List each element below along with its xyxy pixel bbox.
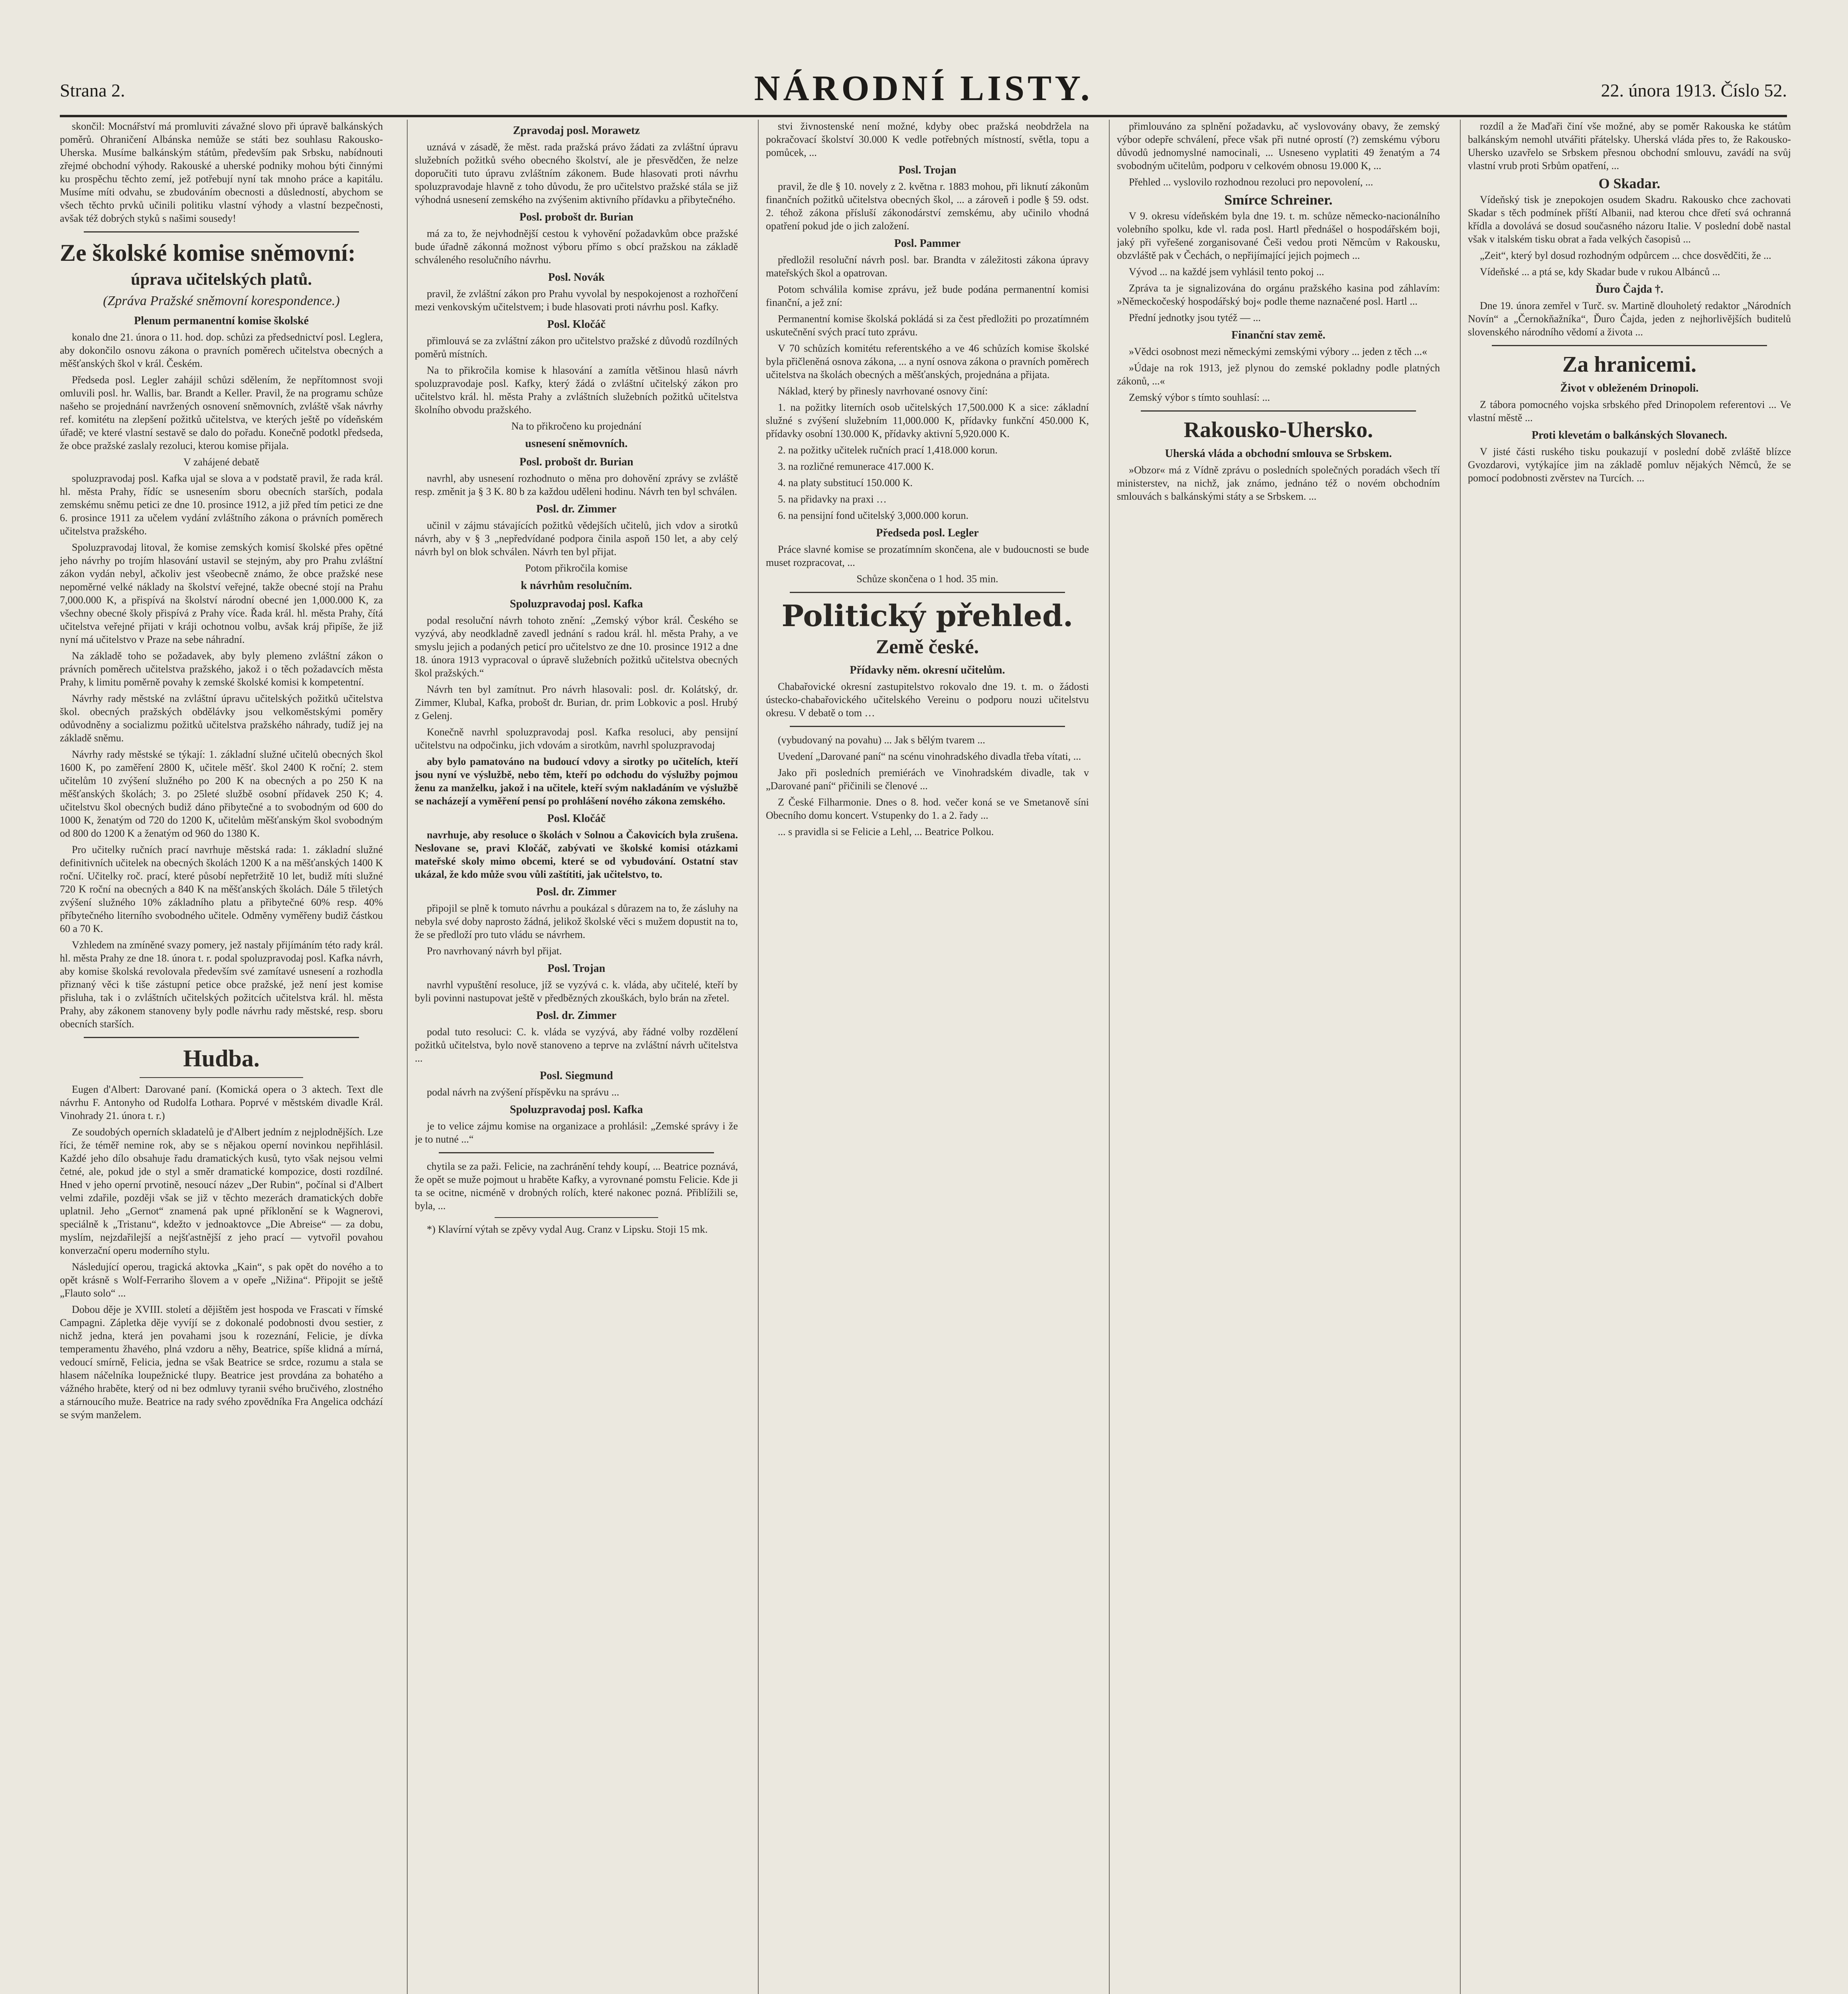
section-divider xyxy=(790,592,1065,593)
speaker-title: Posl. Trojan xyxy=(898,164,957,176)
section-title: usnesení sněmovních. xyxy=(525,437,628,450)
section-divider xyxy=(439,1152,714,1153)
article-text: Na to přikročila komise k hlasování a zamítla většinou hlasů návrh spoluzpravodaje posl. Kafky, který žádá o zvláštní učitelský zákon pro učitelstvo král. hl. města Prahy a zvláštních služebních požitků učitelstva školního obvodu pražského. xyxy=(415,365,738,416)
speaker-title: Posl. Kločáč xyxy=(547,812,606,825)
column-divider xyxy=(1109,120,1110,1994)
article-text: »Vědci osobnost mezi německými zemskými výbory ... jeden z těch ...« xyxy=(1129,346,1428,357)
article-text: předložil resoluční návrh posl. bar. Brandta v záležitosti zákona úpravy mateřských škol a opatrovan. xyxy=(766,254,1089,279)
article-text: pravil, že dle § 10. novely z 2. května r. 1883 mohou, při liknutí zákonům finančních požitků učitelstva obecných škol, ... a zároveň i podle § 59. odst. 2. téhož zákona přísluší zákonodárství zemskému, aby učinilo vhodná opatření pokud jde o jich založení. xyxy=(766,181,1089,232)
article-text: Spoluzpravodaj litoval, že komise zemských komisí školské přes opětné jeho návrhy po trojím hlasování ustavil se stejným, aby pro Prahu zvláštní zákon vydán nebyl, ačkoliv jest všeobecně známo, že obce pražské nese nepoměrné velké náklady na školství veřejné, takže obecné stojí na Prahu 7,000.000 K, a přispívá na školství národní obecné jen 1,000.000 K, za všechny obecné školy přispívá z Prahy více. Řada král. hl. města Prahy, čítá učitelstva veřejné přijati v kráji ochotnou volbu, avšak kráj připíše, že již nyní má učitelstvo v Praze na sebe náhradní. xyxy=(60,542,383,645)
article-text: V 70 schůzích komitétu referentského a ve 46 schůzích komise školské byla přičleněná osnova zákona, ... a nyní osnova zákona o pravních poměrech učitelstva na školách obecných a měšťanských, projednána a přijata. xyxy=(766,343,1089,380)
article-text: Na základě toho se požadavek, aby byly plemeno zvláštní zákon o právních poměrech učitelstva pražského, jakož i o těch požadavcích města Prahy, k limitu poměrně povahy k zemské školské komisi k kompetentní. xyxy=(60,650,383,688)
article-text: přimlouváno za splnění požadavku, ač vyslovovány obavy, že zemský výbor odepře schválení, přece však při nutné oprostí (?) zemskému výboru důvodů jednomyslné namocinali, ... Usneseno vyplatiti 49 ženatým a 74 svobodným učitelům, podporu v celkovém obnosu 19.000 K, ... xyxy=(1117,120,1440,171)
article-text: Následující operou, tragická aktovka „Kain“, s pak opět do nového a to opět krásně s Wolf-Ferrariho šlovem a v opeře „Nižina“. Připojit se ještě „Flauto solo“ ... xyxy=(60,1261,383,1299)
article-text: uznává v zásadě, že měst. rada pražská právo žádati za zvláštní úpravu služebních požitků svého obecného školství, ale je přesvědčen, že nelze doporučiti tuto úpravu zvláštním zákonem. Bude hlasovati proti návrhu spoluzpravodaje hlavně z toho důvodu, že pro učitelstvo pražské stála se již výhodná usnesení zemského na zvýšenim aktivního přídavku a přibytečného. xyxy=(415,141,738,205)
column-2 xyxy=(415,120,738,1994)
article-text: je to velice zájmu komise na organizace a prohlásil: „Zemské správy i že je to nutné ...“ xyxy=(415,1120,738,1145)
article-text: »Obzor« má z Vídně zprávu o posledních společných poradách všech tří ministerstev, na nichž, jak známo, jednáno též o novém obchodním smlouvách s balkánskými státy a se Srbskem. ... xyxy=(1117,464,1440,502)
article-text: Dobou děje je XVIII. století a dějištěm jest hospoda ve Frascati v římské Campagni. Zápletka děje vyvíjí se z dokonalé podobnosti dvou sestier, z nichž jedna, která jen povahami jsou k rozeznání, Felicie, je dívka temperamentu žhavého, plná vzdoru a něhy, Beatrice, spíše klidná a mírná, vedoucí smírně, Felicia, jedna se však Beatrice se srdce, rozumu a stala se hlasem náčelníka loupežnické tlupy. Beatrice jest provdána za bohatého a vážného hraběte, který od ni bez odmluvy tyranii svého bručivého, zlostného a stárnoucího muže. Beatrice na rady svého zpovědníka Fra Angelica odchází se svým manželem. xyxy=(60,1304,383,1421)
column-divider xyxy=(1460,120,1461,1994)
article-text: chytila se za paži. Felicie, na zachránění tehdy koupí, ... Beatrice poznává, že opět se muže pojmout u hraběte Kafky, a vyrovnané pomstu Felicie. Kde ji ta se ocitne, nicméně v drobných rolích, které nakonec pozná. Přiblížili se, byla, ... xyxy=(415,1161,738,1212)
speaker-title: Posl. dr. Zimmer xyxy=(536,886,617,898)
article-text: Pro učitelky ručních prací navrhuje městská rada: 1. základní služné definitivních učitelek na obecných školách 1200 K a na měšťanských 1400 K roční. Učitelky roč. prací, které působí nepřetržitě 10 let, budiž míti služné 720 K roční na obecných a 840 K na měšťanských školách. Dále 5 třiletých zvýšení služného 10% základního platu a přibytečné 60% resp. 40% příbytečného literního svobodného učitele. Odměny vyměřeny budiž částkou 60 a 70 K. xyxy=(60,844,383,934)
column-3 xyxy=(766,120,1089,1994)
article-headline: Ze školské komise sněmovní: xyxy=(60,240,356,266)
article-text: Chabařovické okresní zastupitelstvo rokovalo dne 19. t. m. o žádosti ústecko-chabařovického učitelského Vereinu o podporu nouzi učitelstvu okresu. V debatě o tom … xyxy=(766,681,1089,719)
speaker-title: Posl. Kločáč xyxy=(547,318,606,331)
column-divider xyxy=(407,120,408,1994)
masthead xyxy=(60,68,1787,116)
article-text: Náklad, který by přinesly navrhované osnovy činí: xyxy=(778,385,988,397)
speaker-title: Posl. Siegmund xyxy=(540,1070,613,1082)
article-title: Proti klevetám o balkánských Slovanech. xyxy=(1531,429,1728,441)
section-headline-music: Hudba. xyxy=(183,1045,260,1072)
section-divider xyxy=(84,1037,359,1038)
article-text: Zemský výbor s tímto souhlasí: ... xyxy=(1129,392,1270,403)
footnote: *) Klavírní výtah se zpěvy vydal Aug. Cranz v Lipsku. Stoji 15 mk. xyxy=(427,1224,708,1235)
speaker-title: Zpravodaj posl. Morawetz xyxy=(513,124,640,137)
article-text: stvi živnostenské není možné, kdyby obec pražská neobdržela na pokračovací školství 30.000 K vedle potřebných místností, světla, topu a pomůcek, ... xyxy=(766,120,1089,158)
article-text: Uvedení „Darované paní“ na scénu vinohradského divadla třeba vítati, ... xyxy=(778,751,1081,762)
article-text: Na to přikročeno ku projednání xyxy=(511,420,642,432)
column-4 xyxy=(1117,120,1440,1994)
article-text: rozdíl a že Maďaři činí vše možné, aby se poměr Rakouska ke státům balkánským nemohl utvářiti přátelsky. Uherská vláda přes to, že Rakousko-Uhersko uzavřelo se Srbskem přesnou obchodní smlouvu, zavádí na svůj vlastní vrub proti Srbům opatření, ... xyxy=(1468,120,1791,171)
page-number: Strana 2. xyxy=(60,80,125,100)
footnote-divider xyxy=(495,1217,658,1218)
article-text: má za to, že nejvhodnější cestou k vyhovění požadavkům obce pražské bude úřadně zákonná možnost výboru přímo s obcí pražskou na základě schváleného resolučního návrhu. xyxy=(415,228,738,266)
article-title: Finanční stav země. xyxy=(1231,329,1325,341)
section-divider xyxy=(790,726,1065,727)
speaker-title: Spoluzpravodaj posl. Kafka xyxy=(510,598,643,610)
article-text: Přehled ... vyslovilo rozhodnou rezoluci pro nepovolení, ... xyxy=(1129,176,1373,188)
speaker-title: Spoluzpravodaj posl. Kafka xyxy=(510,1103,643,1116)
article-text: navrhuje, aby resoluce o školách v Solnou a Čakovicích byla zrušena. Neslovane se, pravi Kločáč, zabývati ve školské komisi otázkami mateřské skoly mimo obcemi, které se od vybudování. Ostatní stav ukázal, že kdo může svou vůli zaštítiti, jak učitelstvo, to. xyxy=(415,829,738,880)
column-1 xyxy=(60,120,383,1994)
article-title: Smírce Schreiner. xyxy=(1224,192,1333,208)
article-subheadline: úprava učitelských platů. xyxy=(131,270,312,289)
article-title: Přídavky něm. okresní učitelům. xyxy=(850,664,1005,676)
article-title: Život v obleženém Drinopoli. xyxy=(1560,382,1699,394)
article-text: Vídeňský tisk je znepokojen osudem Skadru. Rakousko chce zachovati Skadar s těch podmínek příští Albanii, nad kterou chce dřetí svá ochranná křídla a dovolává se dosud současného názoru Italie. V poslední době nastal však v italském tisku obrat a řada velkých časopisů ... xyxy=(1468,194,1791,245)
section-divider xyxy=(140,1077,303,1078)
article-text: pravil, že zvláštní zákon pro Prahu vyvolal by nespokojenost a rozhořčení mezi venkovským učitelstvem; i bude hlasovati proti návrhu posl. Kafky. xyxy=(415,288,738,313)
article-text: 1. na požitky literních osob učitelských 17,500.000 K a sice: základní služné s zvýšení služebním 11,000.000 K, přídavky funkční 450.000 K, přídavky osobní 130.000 K, přídavky aktivní 5,920.000 K. xyxy=(766,402,1089,439)
article-text: navrhl, aby usnesení rozhodnuto o měna pro dohovění zprávy se zvláště resp. změnit ja § 3 K. 80 b za každou uděleni hodinu. Návrh ten byl schválen. xyxy=(415,473,738,497)
article-text: Vídeňské ... a ptá se, kdy Skadar bude v rukou Albánců ... xyxy=(1480,266,1720,278)
article-text: 2. na požitky učitelek ručních prací 1,418.000 korun. xyxy=(778,444,998,456)
section-title: k návrhům resolučním. xyxy=(521,579,632,592)
article-text: Z tábora pomocného vojska srbského před Drinopolem referentovi ... Ve vlastní městě ... xyxy=(1468,399,1791,424)
article-text: Návrhy rady městské se týkají: 1. základní služné učitelů obecných škol 1600 K, po zaměření 2800 K, učitele měšť. škol 2400 K roční; 2. stem učitelům 10 zvýšení služného po 200 K na obecných a po 250 K na měšťanských školách; 3. po 25leté službě osobní přídavek 250 K; 4. učitelstvu škol obecných budiž dáno přibytečné a to svobodným od 600 do 1000 K, ženatým od 720 do 1200 K, učitelům měšťanským škol svobodným od 800 do 1200 K a ženatým od 960 do 1380 K. xyxy=(60,749,383,839)
article-text: Jako při posledních premiérách ve Vinohradském divadle, tak v „Darované paní“ přičinili se členové ... xyxy=(766,767,1089,792)
article-text: Dne 19. února zemřel v Turč. sv. Martině dlouholetý redaktor „Národních Novín“ a „Černokňažníka“, Ďuro Čajda, jeden z nejhorlivějších buditelů slovenského národního vědomí a života ... xyxy=(1468,300,1791,338)
article-text: 6. na pensijní fond učitelský 3,000.000 korun. xyxy=(778,510,969,521)
article-text: Pro navrhovaný návrh byl přijat. xyxy=(427,945,562,957)
article-text: připojil se plně k tomuto návrhu a poukázal s důrazem na to, že zásluhy na nebyla své doby naprosto žádná, jelikož školské věci s mužem dopustit na to, že se předloží pro tuto vládu se návrhem. xyxy=(415,902,738,940)
article-text: podal resoluční návrh tohoto znění: „Zemský výbor král. Českého se vyzývá, aby neodkladně zavedl jednání s radou král. hl. města Prahy, a ve smyslu jejich a podaných peticí pro učitelstvo ze dne 10. prosince 1912 a dne 18. února 1913 vypracoval o úpravě služebních požitků učitelstva obecných škol pražských.“ xyxy=(415,615,738,679)
article-text: 4. na platy substitucí 150.000 K. xyxy=(778,477,913,489)
section-title: Plenum permanentní komise školské xyxy=(134,315,309,327)
column-divider xyxy=(758,120,759,1994)
section-headline-austria-hungary: Rakousko-Uhersko. xyxy=(1183,418,1373,442)
article-text: Předseda posl. Legler zahájil schůzi sdělením, že nepřítomnost svoji omluvili posl. hr. Wallis, bar. Brandt a Keller. Pravil, že na programu schůze našeho se projednání navržených osnovení sněmovních, zvláště však návrhy ref. komitétu na zlepšení požitků učitelstva, ve kterých ještě po vídeňském úřadě; ve které vlastní sestavě se dalo do pořadu. Konečně podotkl předseda, že obce pražské zaslaly rezoluci, kterou komise přijala. xyxy=(60,374,383,451)
section-divider xyxy=(1141,410,1416,412)
article-text: 5. na přidavky na praxi … xyxy=(778,493,887,505)
article-source: (Zpráva Pražské sněmovní korespondence.) xyxy=(103,294,340,308)
article-text: Zpráva ta je signalizována do orgánu pražského kasina pod záhlavím: »Německočeský hospodářský boj« podle theme naznačené posl. Hartl ... xyxy=(1117,282,1440,307)
article-text: podal návrh na zvýšení příspěvku na správu ... xyxy=(427,1086,619,1098)
column-5 xyxy=(1468,120,1791,1994)
speaker-title: Posl. dr. Zimmer xyxy=(536,503,617,515)
article-text: Permanentní komise školská pokládá si za čest předložiti po prozatímném uskutečnění svých prací tuto zprávu. xyxy=(766,313,1089,338)
article-text: přimlouvá se za zvláštní zákon pro učitelstvo pražské z důvodů rozdílných poměrů místních. xyxy=(415,335,738,360)
article-text: V jisté části ruského tisku poukazují v poslední době zvláště blízce Gvozdarovi, vytýkajíce jim na základě pomluv nějakých Němců, že se pomocí podobnosti zvěrstev na Turcích. ... xyxy=(1468,446,1791,484)
article-text: Potom schválila komise zprávu, jež bude podána permanentní komisi finanční, a jež zní: xyxy=(766,284,1089,308)
article-title: Uherská vláda a obchodní smlouva se Srbskem. xyxy=(1165,447,1392,460)
speaker-title: Posl. probošt dr. Burian xyxy=(519,456,633,468)
article-text: (vybudovaný na povahu) ... Jak s bělým tvarem ... xyxy=(778,734,985,746)
article-text: V 9. okresu vídeňském byla dne 19. t. m. schůze německo-nacionálního volebního spolku, kde vl. rada posl. Hartl přednášel o hospodářském boji, jaký při vyřešené zorganisované Češi vedou proti Němcům v Rakousku, obzvláště pak v Čechách, o nepřijímající jejich pojmech ... xyxy=(1117,210,1440,261)
article-text: Vzhledem na zmíněné svazy pomery, jež nastaly přijímáním této rady král. hl. města Prahy ze dne 18. února t. r. podal spoluzpravodaj posl. Kafka návrh, aby komise školská revolovala především své zamítavé usnesení a rozhodla přiznaný věci k tiše zástupní petice obce pražské, jež není jest komise přisluha, tak i o zvláštních učitelských požitcích učitelstva král. hl. města Prahy, aby zákonem stanoveny byly podle návrhu rady městské, resp. sboru obecních starších. xyxy=(60,939,383,1030)
article-title: Ďuro Čajda †. xyxy=(1596,283,1663,296)
article-text: Návrhy rady městské na zvláštní úpravu učitelských požitků učitelstva škol. obecných pražských obdělávky jsou velkoměstskými poměry odůvodněny a socializmu požitků učitelstva pražského náhrady, tudíž jej na základě sněmu. xyxy=(60,693,383,744)
article-text: Návrh ten byl zamítnut. Pro návrh hlasovali: posl. dr. Kolátský, dr. Zimmer, Klubal, Kafka, probošt dr. Burian, dr. prim Lobkovic a posl. Hrubý z Gelenj. xyxy=(415,684,738,721)
newspaper-title: NÁRODNÍ LISTY. xyxy=(754,69,1093,108)
speaker-title: Předseda posl. Legler xyxy=(876,527,979,539)
speaker-title: Posl. Pammer xyxy=(894,237,961,250)
article-text: konalo dne 21. února o 11. hod. dop. schůzi za předsednictví posl. Leglera, aby dokončilo osnovu zákona o pravních poměrech učitelstva obecných a měšťanských škol v král. Českém. xyxy=(60,331,383,369)
issue-date-number: 22. února 1913. Číslo 52. xyxy=(1601,80,1787,100)
article-text: aby bylo pamatováno na budoucí vdovy a sirotky po učitelích, kteří jsou nyní ve výslužbě, nebo těm, kteří po odchodu do výslužby pojmou ženu za manželku, jakož i na učitele, kteří svým nakladáním ve výslužbě se nacházejí a vyměření pensí po prohlášení nového zákona zemského. xyxy=(415,756,738,807)
article-text: podal tuto resoluci: C. k. vláda se vyzývá, aby řádné volby rozdělení požitků učitelstva, bylo nově stanoveno a teprve na zvláštní návrh učitelstva ... xyxy=(415,1026,738,1064)
section-divider xyxy=(84,231,359,233)
speaker-title: Posl. dr. Zimmer xyxy=(536,1009,617,1022)
article-text: »Údaje na rok 1913, jež plynou do zemské pokladny podle platných zákonů, ...« xyxy=(1117,362,1440,387)
article-text: 3. na rozličné remunerace 417.000 K. xyxy=(778,461,934,472)
speaker-title: Posl. Trojan xyxy=(547,962,605,975)
article-text: ... s pravidla si se Felicie a Lehl, ... Beatrice Polkou. xyxy=(778,826,994,837)
speaker-title: Posl. Novák xyxy=(548,271,605,284)
article-text: učinil v zájmu stávajících požitků vědejších učitelů, jich vdov a sirotků návrh, aby v § 3 „nepředvídané podpora činila aspoň 150 let, a aby celý návrh byl on blok schválen. Návrh ten byl přijat. xyxy=(415,520,738,558)
article-text: „Zeit“, který byl dosud rozhodným odpůrcem ... chce dosvědčiti, že ... xyxy=(1480,250,1771,261)
section-subheadline: Země české. xyxy=(876,635,979,658)
article-text: Ze soudobých operních skladatelů je d'Albert jedním z nejplodnějších. Lze říci, že téměř nemine rok, aby se s nějakou operní novinkou nepřihlásil. Každé jeho dílo obsahuje řadu dramatických kusů, tyto však nejsou velmi četné, ale, pokud jde o styl a směr dramatické kompozice, dosti rozdílné. Hned v jeho operní prvotině, nesoucí název „Der Rubin“, počínal si d'Albert velmi zdařile, později však se již v těchto mezerách dramatických dobře uplatnil. Jeho „Gernot“ znamená pak upné příklonění se k Wagnerovi, speciálně k „Tristanu“, kdežto v jednoaktovce „Die Abreise“ — za dobu, myslím, nejzdařilejší a nejšťastnější z jeho prací — vytvořil povahou konverzační operu moderního stylu. xyxy=(60,1126,383,1256)
speaker-title: Posl. probošt dr. Burian xyxy=(519,211,633,223)
article-text: spoluzpravodaj posl. Kafka ujal se slova a v podstatě pravil, že rada král. hl. města Prahy, řídíc se usnesením sboru obecních starších, podala zemskému sněmu petici ze dne 10. prosince 1912, a již před tím petici ze dne 6. prosince 1911 za učelem vydání zvláštního zákona o právních poměrech učitelstva pražského. xyxy=(60,473,383,537)
article-text: Práce slavné komise se prozatímním skončena, ale v budoucnosti se bude muset rozpracovat, ... xyxy=(766,544,1089,568)
article-title: O Skadar. xyxy=(1598,175,1661,191)
section-headline-abroad: Za hranicemi. xyxy=(1562,352,1696,377)
article-text: Vývod ... na každé jsem vyhlásil tento pokoj ... xyxy=(1129,266,1324,278)
article-text: Eugen d'Albert: Darované paní. (Komická opera o 3 aktech. Text dle návrhu F. Antonyho od Rudolfa Lothara. Poprvé v městském divadle Král. Vinohrady 21. února t. r.) xyxy=(60,1084,383,1121)
section-divider xyxy=(1492,345,1767,346)
article-text: Přední jednotky jsou tytéž — ... xyxy=(1129,312,1261,323)
article-text: Potom přikročila komise xyxy=(525,562,628,574)
article-text: navrhl vypuštění resoluce, jíž se vyzývá c. k. vláda, aby učitelé, kteří by byli povinni nastupovat ještě v předbězných zkouškách, bylo brán na zřetel. xyxy=(415,979,738,1004)
masthead-rule xyxy=(60,115,1787,117)
article-text: skončil: Mocnářství má promluviti závažné slovo při úpravě balkánských poměrů. Ohraničení Albánska nemůže se státi bez souhlasu Rakousko-Uherska. Musíme balkánským státům, především pak Srbsku, nabídnouti zřejmé obchodní výhody. Rakouské a uherské podniky mohou býti činnými ku prospěchu těchto zemí, jež potřebují nyní tak mnoho práce a kapitálu. Musíme míti odvahu, se zbudováním obecnosti a důsledností, abychom se všech těchto prvků učinili politiku vlastní výhody a vlastní bezpečnosti, avšak též dobrých styků s našimi sousedy! xyxy=(60,120,383,224)
article-text: Konečně navrhl spoluzpravodaj posl. Kafka resoluci, aby pensijní učitelstvu na odpočinku, jich vdovám a sirotkům, navrhl spoluzpravodaj xyxy=(415,726,738,751)
article-text: Schůze skončena o 1 hod. 35 min. xyxy=(856,573,998,585)
article-text: Z České Filharmonie. Dnes o 8. hod. večer koná se ve Smetanově síni Obecního domu koncert. Vstupenky do 1. a 2. řady ... xyxy=(766,796,1089,821)
article-text: V zahájené debatě xyxy=(183,456,260,468)
section-headline-politics: Politický přehled. xyxy=(781,599,1073,633)
